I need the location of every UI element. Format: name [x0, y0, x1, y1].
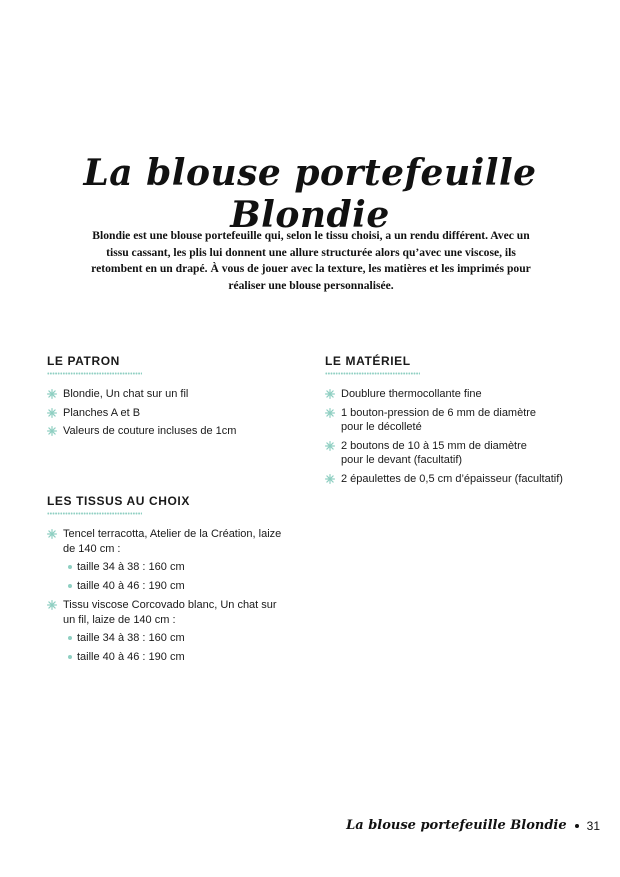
- section-materiel: [325, 354, 565, 490]
- page-title: La blouse portefeuille Blondie: [83, 152, 537, 236]
- snowflake-icon: [47, 426, 57, 436]
- list-item: 2 épaulettes de 0,5 cm d’épaisseur (facultatif): [325, 472, 565, 487]
- size-item: taille 34 à 38 : 160 cm: [63, 560, 287, 574]
- section-heading: LE PATRON: [47, 354, 120, 368]
- list-item: Tissu viscose Corcovado blanc, Un chat sur un fil, laize de 140 cm : taille 34 à 38 : 160 cm taille 40 à 46 : 190 cm: [47, 598, 287, 664]
- dotted-underline: [47, 372, 142, 375]
- bullet-dot-icon: [68, 655, 72, 659]
- section-patron: [47, 354, 297, 443]
- size-item: taille 40 à 46 : 190 cm: [63, 579, 287, 593]
- dotted-underline: [47, 512, 142, 515]
- snowflake-icon: [325, 474, 335, 484]
- page-number: 31: [586, 818, 600, 833]
- snowflake-icon: [47, 529, 57, 539]
- list-item: Planches A et B: [47, 406, 297, 421]
- list-item: 1 bouton-pression de 6 mm de diamètre pour le décolleté: [325, 406, 565, 435]
- list-item: Blondie, Un chat sur un fil: [47, 387, 297, 402]
- separator-dot: [575, 824, 579, 828]
- list-item: Tencel terracotta, Atelier de la Création, laize de 140 cm : taille 34 à 38 : 160 cm taille 40 à 46 : 190 cm: [47, 527, 287, 593]
- size-item: taille 40 à 46 : 190 cm: [63, 650, 287, 664]
- snowflake-icon: [325, 389, 335, 399]
- size-item: taille 34 à 38 : 160 cm: [63, 631, 287, 645]
- list-item: 2 boutons de 10 à 15 mm de diamètre pour le devant (facultatif): [325, 439, 565, 468]
- section-heading: LE MATÉRIEL: [325, 354, 411, 368]
- footer-title: La blouse portefeuille Blondie: [346, 818, 567, 833]
- bullet-dot-icon: [68, 565, 72, 569]
- snowflake-icon: [325, 441, 335, 451]
- list-item: Valeurs de couture incluses de 1cm: [47, 424, 297, 439]
- section-heading: LES TISSUS AU CHOIX: [47, 494, 190, 508]
- snowflake-icon: [47, 600, 57, 610]
- snowflake-icon: [47, 408, 57, 418]
- snowflake-icon: [47, 389, 57, 399]
- snowflake-icon: [325, 408, 335, 418]
- bullet-dot-icon: [68, 584, 72, 588]
- page-footer: [346, 818, 600, 833]
- intro-paragraph: Blondie est une blouse portefeuille qui, selon le tissu choisi, a un rendu différent. Avec un tissu cassant, les plis lui donnent une allure structurée alors qu’avec une viscose, ils retombent en un drapé. À vous de jouer avec la texture, les matières et les imprimés pour réaliser une blouse personnalisée.: [91, 229, 531, 292]
- section-tissus: [47, 494, 287, 669]
- dotted-underline: [325, 372, 420, 375]
- bullet-dot-icon: [68, 636, 72, 640]
- list-item: Doublure thermocollante fine: [325, 387, 565, 402]
